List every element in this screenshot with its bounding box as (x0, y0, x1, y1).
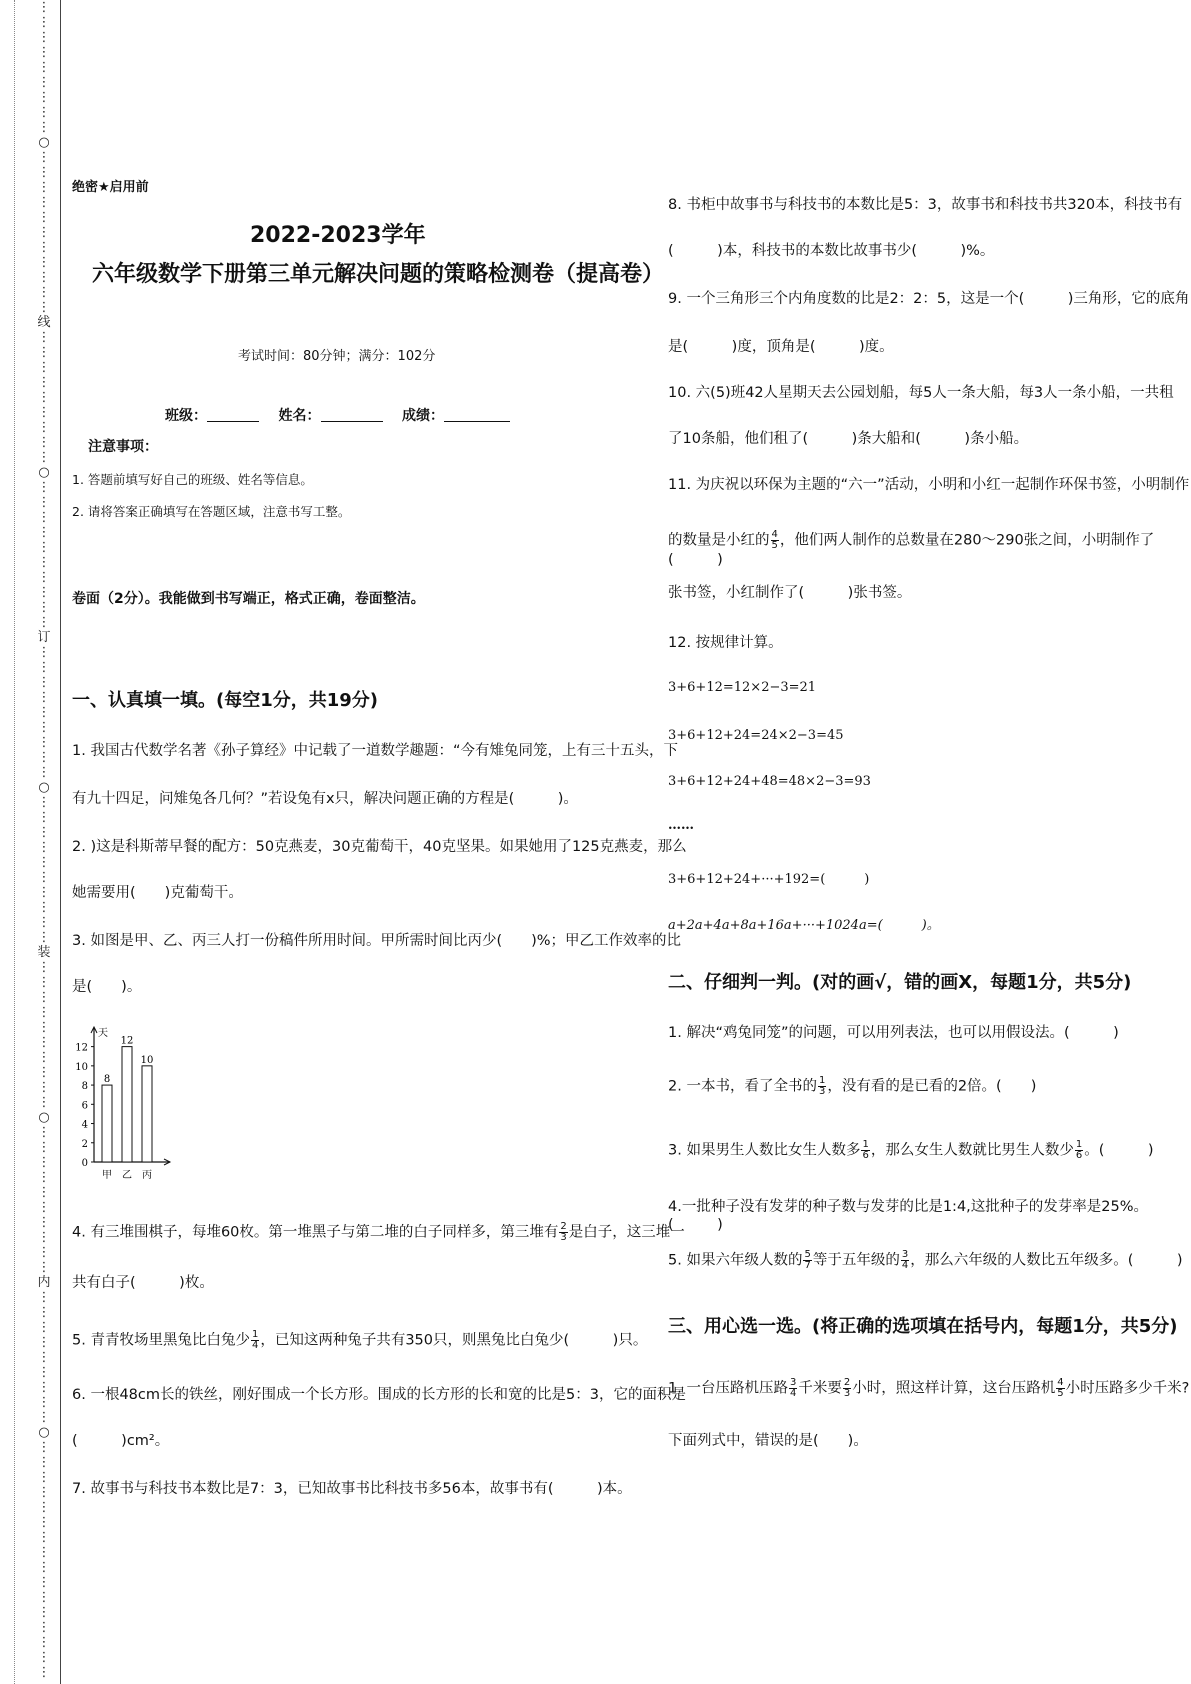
binding-dot: ⋮ (37, 1035, 51, 1050)
binding-dot: ⋮ (37, 1350, 51, 1365)
q9-line2: 是( )度，顶角是( )度。 (668, 339, 894, 355)
binding-dot: ⋮ (37, 285, 51, 300)
binding-dot: ⋮ (37, 915, 51, 930)
exam-info: 考试时间：80分钟；满分：102分 (238, 349, 436, 364)
binding-dot: ⋮ (37, 1620, 51, 1635)
binding-dot: ⋮ (37, 1440, 51, 1455)
j5-text-post: ，那么六年级的人数比五年级多。( ) (910, 1252, 1183, 1269)
q3-line2: 是( )。 (72, 979, 142, 995)
binding-dot: ⋮ (37, 840, 51, 855)
q6-line1: 6. 一根48cm长的铁丝，刚好围成一个长方形。围成的长方形的长和宽的比是5：3，它的面积是 (72, 1387, 686, 1403)
j2-line (668, 1076, 1036, 1097)
binding-dot: ⋮ (37, 15, 51, 30)
binding-dot: ⋮ (37, 1575, 51, 1590)
bar-甲 (102, 1085, 112, 1162)
bar-value-label: 8 (103, 1074, 111, 1086)
secret-label: 绝密★启用前 (72, 180, 149, 195)
j5-frac2-den: 4 (901, 1260, 909, 1271)
binding-dot: ⋮ (37, 435, 51, 450)
binding-dot: ⋮ (37, 390, 51, 405)
binding-dot: ⋮ (37, 1500, 51, 1515)
q5-frac-den: 4 (251, 1340, 259, 1351)
binding-dot: ⋮ (37, 1230, 51, 1245)
binding-dot: ⋮ (37, 1305, 51, 1320)
q5-frac-num: 1 (251, 1329, 259, 1340)
c1-frac2-num: 2 (843, 1377, 851, 1388)
j2-frac-den: 3 (818, 1086, 826, 1097)
bar-value-label: 10 (140, 1054, 154, 1066)
y-tick-label: 8 (81, 1081, 88, 1093)
binding-dot: ⋮ (37, 645, 51, 660)
binding-dot: ⋮ (37, 1125, 51, 1140)
seq-line-5: a+2a+4a+8a+16a+···+1024a=( )。 (668, 918, 940, 933)
binding-dot: ⋮ (37, 510, 51, 525)
binding-char: 装 (37, 945, 51, 960)
binding-dot: ⋮ (37, 1140, 51, 1155)
q4-frac-num: 2 (560, 1221, 567, 1232)
binding-dot: ⋮ (37, 180, 51, 195)
y-tick-label: 12 (75, 1042, 88, 1054)
y-tick-label: 4 (81, 1119, 88, 1131)
q5-text-post: ，已知这两种兔子共有350只，则黑兔比白兔少( )只。 (260, 1332, 648, 1349)
binding-dot: ⋮ (37, 405, 51, 420)
binding-dot: ⋮ (37, 705, 51, 720)
binding-char: 订 (37, 630, 51, 645)
binding-dot: ⋮ (37, 540, 51, 555)
c1-frac1-num: 3 (789, 1377, 797, 1388)
j5-line (668, 1250, 1183, 1271)
j2-text-post: ，没有看的是已看的2倍。( ) (827, 1078, 1037, 1095)
c1-fraction-2 (843, 1378, 851, 1399)
c1-text-mid2: 小时，照这样计算，这台压路机 (852, 1380, 1056, 1397)
seq-dots: …… (668, 818, 694, 833)
q8-line1: 8. 书柜中故事书与科技书的本数比是5：3，故事书和科技书共320本，科技书有 (668, 197, 1183, 213)
c1-fraction-3 (1056, 1378, 1064, 1399)
binding-dot: ⋮ (37, 675, 51, 690)
y-tick-label: 10 (75, 1061, 88, 1073)
q4-fraction (559, 1222, 567, 1243)
j2-fraction (818, 1076, 826, 1097)
j3-frac2-den: 6 (1075, 1150, 1083, 1161)
y-axis-label: 天 (98, 1028, 108, 1039)
q2-line1: 2. )这是科斯蒂早餐的配方：50克燕麦，30克葡萄干，40克坚果。如果她用了125克燕麦，那么 (72, 839, 687, 855)
j3-text-mid: ，那么女生人数就比男生人数少 (870, 1142, 1074, 1159)
binding-dot: ⋮ (37, 795, 51, 810)
binding-dot: ⋮ (37, 825, 51, 840)
binding-dot: ⋮ (37, 1200, 51, 1215)
j3-text-pre: 3. 如果男生人数比女生人数多 (668, 1142, 861, 1159)
binding-dot: ⋮ (37, 735, 51, 750)
q11-line1: 11. 为庆祝以环保为主题的“六一”活动，小明和小红一起制作环保书签，小明制作 (668, 477, 1190, 493)
q4-text-pre: 4. 有三堆围棋子，每堆60枚。第一堆黑子与第二堆的白子同样多，第三堆有 (72, 1224, 559, 1241)
binding-dot: ⋮ (37, 975, 51, 990)
j3-fraction-2 (1075, 1140, 1083, 1161)
paper-neatness: 卷面（2分）。我能做到书写端正，格式正确，卷面整洁。 (72, 591, 425, 607)
section3-title: 三、用心选一选。(将正确的选项填在括号内，每题1分，共5分) (668, 1316, 1178, 1337)
q12-head: 12. 按规律计算。 (668, 635, 783, 651)
y-tick-label: 6 (81, 1100, 88, 1112)
seq-line-4: 3+6+12+24+···+192=( ) (668, 872, 870, 887)
binding-dot: ⋮ (37, 1395, 51, 1410)
binding-dot: ⋮ (37, 105, 51, 120)
q8-line2: ( )本，科技书的本数比故事书少( )%。 (668, 243, 995, 259)
binding-dot: ⋮ (37, 1530, 51, 1545)
binding-dot: ⋮ (37, 1020, 51, 1035)
seq-line-2: 3+6+12+24=24×2−3=45 (668, 728, 844, 743)
notes-heading: 注意事项： (88, 439, 158, 455)
binding-dot: ⋮ (37, 1215, 51, 1230)
bar-丙 (142, 1066, 152, 1162)
binding-dot: ⋮ (37, 1290, 51, 1305)
q5-fraction (251, 1330, 259, 1351)
binding-dot: ⋮ (37, 885, 51, 900)
seq-line-3: 3+6+12+24+48=48×2−3=93 (668, 774, 871, 789)
binding-dot: ⋮ (37, 1635, 51, 1650)
binding-dot: ⋮ (37, 900, 51, 915)
binding-dot: ⋮ (37, 300, 51, 315)
binding-dot: ⋮ (37, 1380, 51, 1395)
binding-dot: ⋮ (37, 1665, 51, 1680)
binding-char: ○ (38, 1110, 50, 1125)
binding-char: ○ (38, 1425, 50, 1440)
q11-text-post: ，他们两人制作的总数量在280～290张之间，小明制作了( ) (668, 532, 1155, 568)
binding-dot: ⋮ (37, 1365, 51, 1380)
binding-dot: ⋮ (37, 330, 51, 345)
binding-dot: ⋮ (37, 1545, 51, 1560)
class-field[interactable] (207, 407, 259, 422)
j3-line (668, 1140, 1154, 1161)
bar-value-label: 12 (120, 1035, 134, 1047)
score-label: 成绩： (402, 408, 444, 424)
q5-text-pre: 5. 青青牧场里黑兔比白兔少 (72, 1332, 250, 1349)
binding-dot: ⋮ (37, 1065, 51, 1080)
j3-text-post: 。( ) (1084, 1142, 1154, 1159)
q4-frac-den: 3 (560, 1232, 567, 1243)
q3-line1: 3. 如图是甲、乙、丙三人打一份稿件所用时间。甲所需时间比丙少( )%；甲乙工作效率的比 (72, 933, 682, 949)
q9-line1: 9. 一个三角形三个内角度数的比是2：2：5，这是一个( )三角形，它的底角 (668, 291, 1190, 307)
q2-line2: 她需要用( )克葡萄干。 (72, 885, 243, 901)
q10-line1: 10. 六(5)班42人星期天去公园划船，每5人一条大船，每3人一条小船，一共租 (668, 385, 1174, 401)
binding-dot: ⋮ (37, 270, 51, 285)
x-tick-label: 甲 (102, 1170, 112, 1181)
j4-line: 4.一批种子没有发芽的种子数与发芽的比是1:4,这批种子的发芽率是25%。( ) (668, 1199, 1149, 1233)
binding-dot: ⋮ (37, 1485, 51, 1500)
c1-text-post: 小时压路多少千米? (1065, 1380, 1190, 1397)
note-2: 2. 请将答案正确填写在答题区域，注意书写工整。 (72, 504, 351, 519)
c1-frac3-den: 5 (1057, 1388, 1064, 1399)
binding-dot: ⋮ (37, 1560, 51, 1575)
binding-dot: ⋮ (37, 585, 51, 600)
j2-text-pre: 2. 一本书，看了全书的 (668, 1078, 817, 1095)
j3-frac2-num: 1 (1075, 1139, 1083, 1150)
binding-dot: ⋮ (37, 0, 51, 15)
q11-fraction (771, 530, 779, 551)
binding-dot: ⋮ (37, 360, 51, 375)
q7-line: 7. 故事书与科技书本数比是7：3，已知故事书比科技书多56本，故事书有( )本。 (72, 1481, 632, 1497)
binding-dot: ⋮ (37, 1650, 51, 1665)
binding-dot: ⋮ (37, 660, 51, 675)
binding-char: 内 (37, 1275, 51, 1290)
binding-margin (0, 0, 61, 1684)
q11-text-pre: 的数量是小红的 (668, 532, 770, 549)
c1-frac1-den: 4 (789, 1388, 797, 1399)
binding-dot: ⋮ (37, 870, 51, 885)
binding-dot: ⋮ (37, 1050, 51, 1065)
binding-char: ○ (38, 780, 50, 795)
binding-dot: ⋮ (37, 1470, 51, 1485)
binding-dot: ⋮ (37, 1080, 51, 1095)
name-field[interactable] (321, 407, 383, 422)
bar-乙 (122, 1047, 132, 1162)
binding-dot: ⋮ (37, 195, 51, 210)
binding-char: ○ (38, 135, 50, 150)
q11-line3: 张书签，小红制作了( )张书签。 (668, 585, 912, 601)
binding-dot: ⋮ (37, 75, 51, 90)
binding-dot: ⋮ (37, 120, 51, 135)
section2-title: 二、仔细判一判。(对的画√，错的画X，每题1分，共5分) (668, 972, 1132, 993)
student-info-row (165, 405, 510, 425)
binding-column (36, 0, 52, 1684)
j5-fraction-1 (803, 1250, 811, 1271)
j2-frac-num: 1 (818, 1075, 826, 1086)
binding-dot: ⋮ (37, 210, 51, 225)
score-field[interactable] (444, 407, 510, 422)
name-label: 姓名： (278, 408, 321, 424)
note-1: 1. 答题前填写好自己的班级、姓名等信息。 (72, 472, 313, 487)
binding-dot: ⋮ (37, 1605, 51, 1620)
j1-line: 1. 解决“鸡兔同笼”的问题，可以用列表法，也可以用假设法。( ) (668, 1025, 1119, 1041)
binding-dot: ⋮ (37, 1185, 51, 1200)
binding-char: ○ (38, 465, 50, 480)
binding-dot: ⋮ (37, 150, 51, 165)
binding-dot: ⋮ (37, 930, 51, 945)
q11-frac-den: 5 (771, 540, 778, 551)
c1-text-pre: 1. 一台压路机压路 (668, 1380, 788, 1397)
binding-dot: ⋮ (37, 450, 51, 465)
c1-text-mid: 千米要 (798, 1380, 842, 1397)
binding-dot: ⋮ (37, 750, 51, 765)
q6-line2: ( )cm²。 (72, 1433, 170, 1449)
binding-dot: ⋮ (37, 960, 51, 975)
q4-text-post: 是白子，这三堆一 (568, 1224, 685, 1241)
binding-dot: ⋮ (37, 855, 51, 870)
q4-line2: 共有白子( )枚。 (72, 1275, 214, 1291)
binding-dot: ⋮ (37, 720, 51, 735)
binding-dot: ⋮ (37, 1170, 51, 1185)
j5-frac2-num: 3 (901, 1249, 909, 1260)
binding-dot: ⋮ (37, 240, 51, 255)
j5-frac1-num: 5 (804, 1249, 811, 1260)
binding-dot: ⋮ (37, 1095, 51, 1110)
binding-dot: ⋮ (37, 45, 51, 60)
c1-line2: 下面列式中，错误的是( )。 (668, 1433, 868, 1449)
binding-dot: ⋮ (37, 90, 51, 105)
j3-frac1-num: 1 (862, 1139, 869, 1150)
binding-dot: ⋮ (37, 525, 51, 540)
j3-fraction-1 (861, 1140, 869, 1161)
exam-year: 2022-2023学年 (250, 223, 426, 248)
seq-line-1: 3+6+12=12×2−3=21 (668, 680, 817, 695)
q4-line1 (72, 1222, 685, 1243)
binding-dot: ⋮ (37, 555, 51, 570)
exam-title: 六年级数学下册第三单元解决问题的策略检测卷（提高卷） (92, 262, 665, 287)
binding-dot: ⋮ (37, 30, 51, 45)
x-tick-label: 丙 (142, 1170, 152, 1181)
binding-dot: ⋮ (37, 570, 51, 585)
binding-dot: ⋮ (37, 375, 51, 390)
binding-dot: ⋮ (37, 1260, 51, 1275)
binding-dot: ⋮ (37, 165, 51, 180)
time-bar-chart (70, 1022, 180, 1192)
q11-line2 (668, 530, 1191, 569)
q11-frac-num: 4 (771, 529, 778, 540)
binding-dot: ⋮ (37, 345, 51, 360)
binding-dot: ⋮ (37, 615, 51, 630)
binding-dot: ⋮ (37, 1455, 51, 1470)
binding-dot: ⋮ (37, 60, 51, 75)
binding-dot: ⋮ (37, 480, 51, 495)
binding-dot: ⋮ (37, 1155, 51, 1170)
binding-dot: ⋮ (37, 1320, 51, 1335)
binding-dot: ⋮ (37, 420, 51, 435)
binding-dotted-edge (14, 0, 15, 1684)
binding-dot: ⋮ (37, 765, 51, 780)
c1-line1 (668, 1378, 1189, 1399)
j5-text-pre: 5. 如果六年级人数的 (668, 1252, 803, 1269)
c1-frac2-den: 3 (843, 1388, 851, 1399)
binding-dot: ⋮ (37, 1590, 51, 1605)
binding-dot: ⋮ (37, 600, 51, 615)
x-tick-label: 乙 (122, 1170, 132, 1181)
j5-frac1-den: 7 (804, 1260, 811, 1271)
j5-fraction-2 (901, 1250, 909, 1271)
binding-dot: ⋮ (37, 225, 51, 240)
q5-line (72, 1330, 647, 1351)
binding-dot: ⋮ (37, 1005, 51, 1020)
j5-text-mid: 等于五年级的 (812, 1252, 900, 1269)
j3-frac1-den: 6 (862, 1150, 869, 1161)
y-tick-label: 2 (81, 1138, 88, 1150)
section1-title: 一、认真填一填。(每空1分，共19分) (72, 690, 379, 711)
binding-dot: ⋮ (37, 495, 51, 510)
binding-dot: ⋮ (37, 810, 51, 825)
q10-line2: 了10条船，他们租了( )条大船和( )条小船。 (668, 431, 1029, 447)
binding-dot: ⋮ (37, 1410, 51, 1425)
binding-char: 线 (37, 315, 51, 330)
c1-frac3-num: 4 (1057, 1377, 1064, 1388)
binding-dot: ⋮ (37, 990, 51, 1005)
q1-line2: 有九十四足，问雉兔各几何？”若设兔有x只，解决问题正确的方程是( )。 (72, 791, 578, 807)
binding-dot: ⋮ (37, 1335, 51, 1350)
binding-dot: ⋮ (37, 1515, 51, 1530)
class-label: 班级： (165, 408, 207, 424)
c1-fraction-1 (789, 1378, 797, 1399)
binding-dot: ⋮ (37, 690, 51, 705)
q1-line1: 1. 我国古代数学名著《孙子算经》中记载了一道数学趣题：“今有雉兔同笼，上有三十五头，下 (72, 743, 678, 759)
y-tick-label: 0 (81, 1158, 88, 1169)
binding-dot: ⋮ (37, 255, 51, 270)
binding-dot: ⋮ (37, 1245, 51, 1260)
